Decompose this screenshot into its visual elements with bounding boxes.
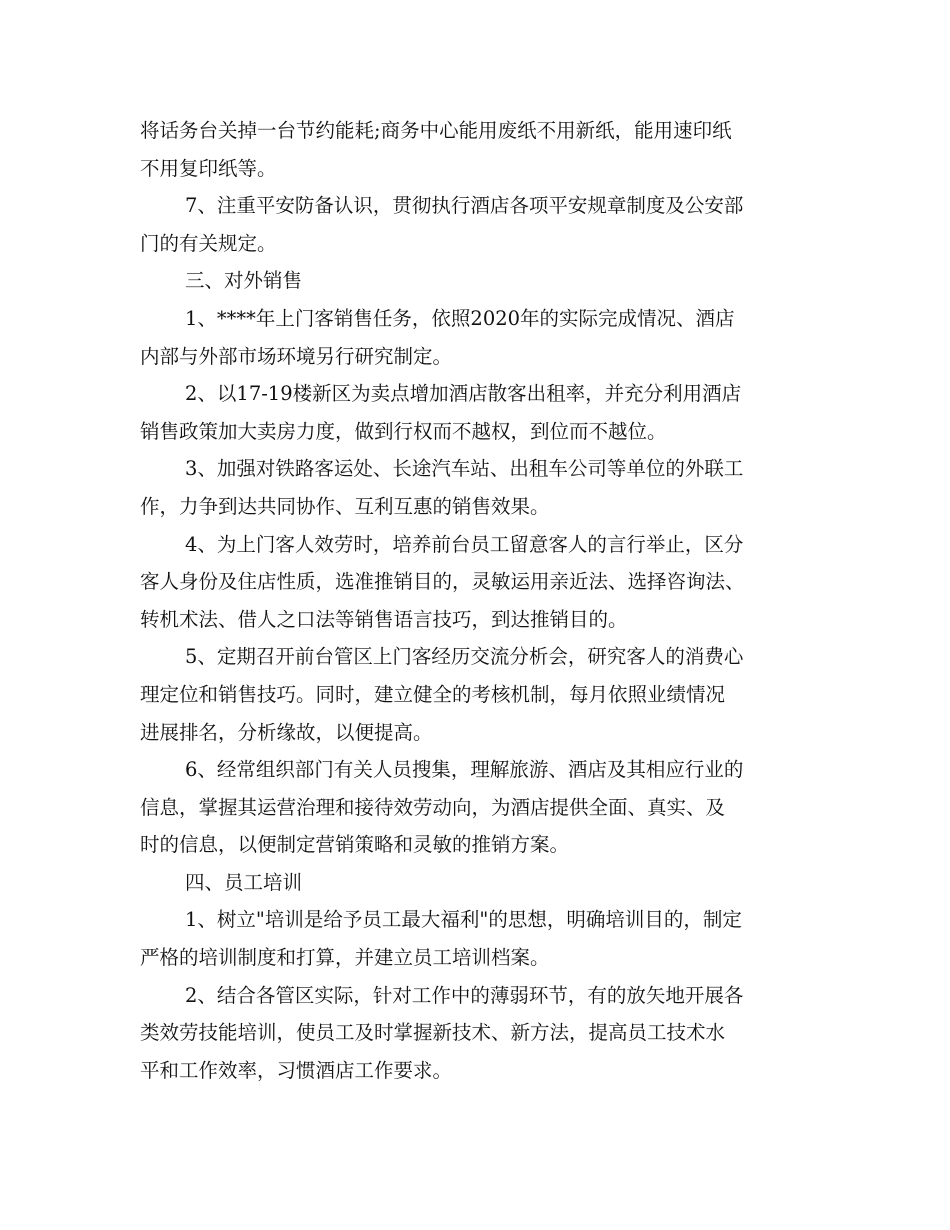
text-line: 门的有关规定。	[140, 231, 277, 255]
text-line: 6、经常组织部门有关人员搜集，理解旅游、酒店及其相应行业的	[185, 758, 744, 782]
text-line: 1、树立"培训是给予员工最大福利"的思想，明确培训目的，制定	[185, 908, 742, 932]
text-line: 将话务台关掉一台节约能耗;商务中心能用废纸不用新纸，能用速印纸	[140, 119, 732, 142]
text-line: 作，力争到达共同协作、互利互惠的销售效果。	[140, 494, 550, 518]
text-line: 时的信息，以便制定营销策略和灵敏的推销方案。	[140, 833, 570, 857]
text-line: 进展排名，分析缘故，以便提高。	[140, 720, 433, 744]
text-line: 严格的培训制度和打算，并建立员工培训档案。	[140, 946, 550, 970]
document-body	[140, 112, 830, 1089]
text-line: 四、员工培训	[185, 870, 303, 894]
text-line: 理定位和销售技巧。同时，建立健全的考核机制，每月依照业绩情况	[140, 682, 726, 706]
text-line: 内部与外部市场环境另行研究制定。	[140, 344, 453, 368]
text-line: 5、定期召开前台管区上门客经历交流分析会，研究客人的消费心	[185, 645, 744, 669]
text-line: 不用复印纸等。	[140, 156, 277, 180]
text-line: 1、****年上门客销售任务，依照2020年的实际完成情况、酒店	[185, 306, 735, 330]
text-line: 客人身份及住店性质，选准推销目的，灵敏运用亲近法、选择咨询法、	[140, 570, 745, 594]
text-line: 类效劳技能培训，使员工及时掌握新技术、新方法，提高员工技术水	[140, 1021, 726, 1045]
text-line: 销售政策加大卖房力度，做到行权而不越权，到位而不越位。	[140, 419, 667, 443]
text-line: 转机术法、借人之口法等销售语言技巧，到达推销目的。	[140, 607, 628, 631]
text-line: 信息，掌握其运营治理和接待效劳动向，为酒店提供全面、真实、及	[140, 795, 726, 819]
text-line: 平和工作效率，习惯酒店工作要求。	[140, 1058, 453, 1082]
text-line: 7、注重平安防备认识，贯彻执行酒店各项平安规章制度及公安部	[185, 194, 744, 218]
text-line: 3、加强对铁路客运处、长途汽车站、出租车公司等单位的外联工	[185, 457, 744, 481]
text-line: 三、对外销售	[185, 269, 303, 293]
text-line: 2、结合各管区实际，针对工作中的薄弱环节，有的放矢地开展各	[185, 983, 744, 1007]
text-line: 4、为上门客人效劳时，培养前台员工留意客人的言行举止，区分	[185, 532, 744, 556]
text-line: 2、以17-19楼新区为卖点增加酒店散客出租率，并充分利用酒店	[185, 382, 742, 406]
